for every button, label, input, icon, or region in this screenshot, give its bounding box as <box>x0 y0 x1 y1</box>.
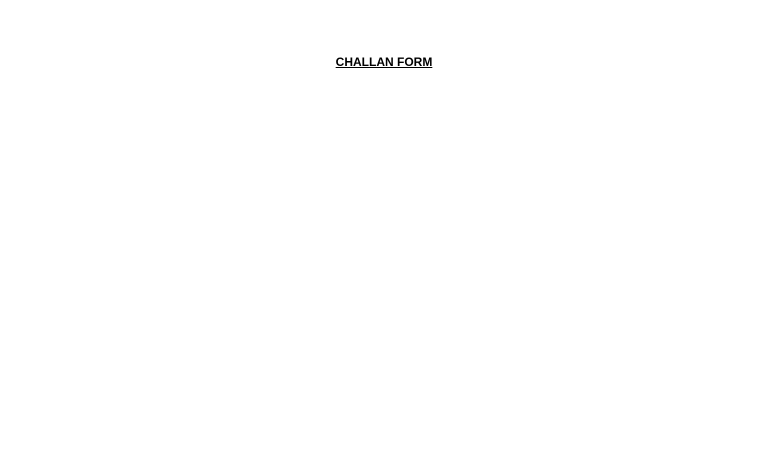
page-title: CHALLAN FORM <box>335 55 433 69</box>
